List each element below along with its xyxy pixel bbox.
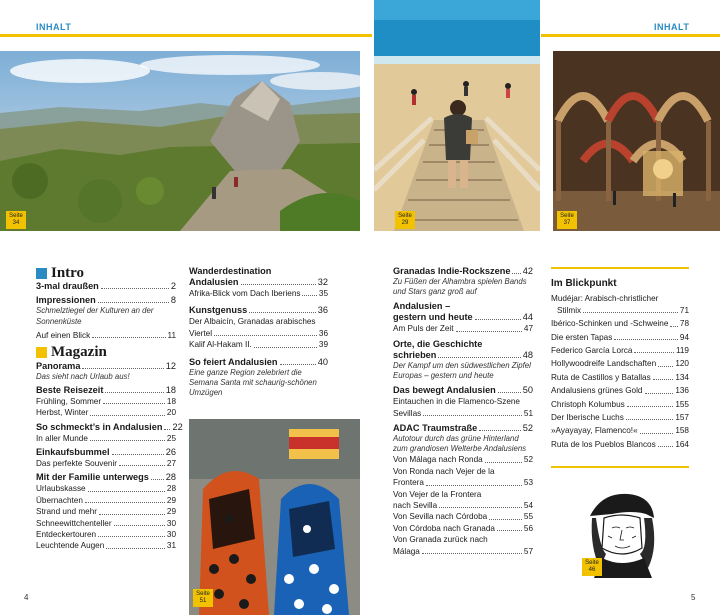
toc-subentry[interactable]: Frühling, Sommer 18 <box>36 396 176 406</box>
toc-subentry[interactable]: Urlaubskasse 28 <box>36 484 176 494</box>
toc-subentry[interactable]: Sevillas 51 <box>393 408 533 418</box>
toc-entry[interactable]: 3-mal draußen 2 <box>36 281 176 292</box>
blickpunkt-bottom-rule <box>551 466 689 468</box>
photo-page-tag: Seite 46 <box>582 558 602 576</box>
toc-subentry[interactable]: Kalif Al-Hakam II. 39 <box>189 340 328 350</box>
toc-subentry[interactable]: Übernachten 29 <box>36 495 176 505</box>
toc-subentry[interactable]: Christoph Kolumbus 155 <box>551 399 689 409</box>
toc-subentry[interactable]: Die ersten Tapas 94 <box>551 332 689 342</box>
toc-subentry[interactable]: Auf einen Blick 11 <box>36 330 176 340</box>
photo-page-tag: Seite 29 <box>395 211 415 229</box>
toc-entry[interactable]: Granadas Indie-Rockszene 42 Zu Füßen der Alhambra spielen Bands und Stars ganz groß auf <box>393 266 533 297</box>
toc-subentry[interactable]: Andalusiens grünes Gold 136 <box>551 386 689 396</box>
toc-subentry[interactable]: Am Puls der Zeit 47 <box>393 324 533 334</box>
section-intro-heading: Intro <box>36 268 176 279</box>
toc-entry[interactable]: Kunstgenuss 36 Der Albaicín, Granadas arabisches Viertel 36 Kalif Al-Hakam II. 39 <box>189 305 328 350</box>
toc-entry[interactable]: ADAC Traumstraße 52 Autotour durch das grüne Hinterland zum grandiosen Welterbe Andalusiens Von Málaga nach Ronda 52 Von Ronda nach Vejer de la Frontera 53 Von Vejer de la Frontera nach Sevilla 54 Von Sevilla nach Córdoba 55 Von Córdoba nach Granada 56 Von Granada zurück nach Málaga 57 <box>393 423 533 556</box>
toc-subentry[interactable]: In aller Munde 25 <box>36 433 176 443</box>
page-number-right: 5 <box>691 593 696 602</box>
toc-entry[interactable]: So schmeckt’s in Andalusien 22 <box>36 421 183 432</box>
toc-column-1 <box>36 265 183 552</box>
toc-subentry[interactable]: Ruta de Castillos y Batallas 134 <box>551 372 689 382</box>
toc-entry[interactable]: Beste Reisezeit 18 <box>36 384 176 395</box>
toc-entry[interactable]: Andalusien – gestern und heute 44 Am Puls der Zeit 47 <box>393 301 533 334</box>
photo-page-tag: Seite 37 <box>557 211 577 229</box>
toc-subentry[interactable]: Von Málaga nach Ronda 52 <box>393 455 533 465</box>
yellow-square-icon <box>36 347 47 358</box>
toc-entry[interactable]: Impressionen 8 Schmelztiegel der Kulturen an der Sonnenküste <box>36 295 176 326</box>
header-right: INHALT <box>654 22 690 32</box>
blickpunkt-top-rule <box>551 267 689 269</box>
toc-subentry[interactable]: Frontera 53 <box>393 478 533 488</box>
columbus-portrait-image <box>582 488 662 578</box>
toc-entry[interactable]: Panorama 12 Das sieht nach Urlaub aus! <box>36 360 176 381</box>
toc-entry[interactable]: Das bewegt Andalusien 50 Eintauchen in die Flamenco-Szene Sevillas 51 <box>393 385 533 418</box>
header-rule-right <box>541 34 720 37</box>
header-left: INHALT <box>36 22 72 32</box>
toc-column-2 <box>189 266 328 401</box>
toc-subentry[interactable]: Málaga 57 <box>393 546 533 556</box>
toc-entry[interactable]: So feiert Andalusien 40 Eine ganze Region zelebriert die Semana Santa mit schaurig-schönen Umzügen <box>189 356 328 398</box>
blue-square-icon <box>36 268 47 279</box>
toc-entry[interactable]: Einkaufsbummel 26 <box>36 447 176 458</box>
toc-entry[interactable]: Mit der Familie unterwegs 28 <box>36 472 176 483</box>
section-magazin-heading: Magazin <box>36 347 176 358</box>
toc-subentry[interactable]: Strand und mehr 29 <box>36 507 176 517</box>
toc-subentry[interactable]: Federico García Lorca 119 <box>551 346 689 356</box>
toc-subentry[interactable]: Ruta de los Pueblos Blancos 164 <box>551 439 689 449</box>
toc-entry[interactable]: Orte, die Geschichte schrieben 48 Der Kampf um den südwestlichen Zipfel Europas – gestern und heute <box>393 338 533 381</box>
toc-entry[interactable]: Wanderdestination Andalusien 32 Afrika-Blick vom Dach Iberiens 35 <box>189 266 328 298</box>
toc-subentry[interactable]: Ibérico-Schinken und -Schweine 78 <box>551 319 689 329</box>
blickpunkt-title: Im Blickpunkt <box>551 278 617 289</box>
toc-subentry[interactable]: Von Córdoba nach Granada 56 <box>393 523 533 533</box>
toc-subentry[interactable]: Von Sevilla nach Córdoba 55 <box>393 512 533 522</box>
photo-page-tag: Seite 51 <box>193 589 213 607</box>
header-rule-left <box>0 34 372 37</box>
toc-subentry[interactable]: Entdeckertouren 30 <box>36 530 176 540</box>
flamenco-shoes-photo <box>189 419 360 615</box>
toc-subentry[interactable]: Stilmix 71 <box>557 305 689 315</box>
toc-subentry[interactable]: Leuchtende Augen 31 <box>36 541 176 551</box>
beach-stairs-photo <box>374 0 540 231</box>
toc-subentry[interactable]: »Ayayayay, Flamenco!« 158 <box>551 426 689 436</box>
toc-subentry[interactable]: nach Sevilla 54 <box>393 501 533 511</box>
toc-subentry[interactable]: Das perfekte Souvenir 27 <box>36 459 176 469</box>
toc-subentry[interactable]: Viertel 36 <box>189 328 328 338</box>
toc-subentry[interactable]: Herbst, Winter 20 <box>36 408 176 418</box>
mezquita-arches-photo <box>553 51 720 231</box>
toc-subentry[interactable]: Hollywoodreife Landschaften 120 <box>551 359 689 369</box>
photo-page-tag: Seite 34 <box>6 211 26 229</box>
toc-subentry[interactable]: Afrika-Blick vom Dach Iberiens 35 <box>189 289 328 298</box>
toc-subentry[interactable]: Der Iberische Luchs 157 <box>551 413 689 423</box>
page-number-left: 4 <box>24 593 29 602</box>
blickpunkt-box: Im Blickpunkt Mudéjar: Arabisch-christlicher Stilmix 71 Ibérico-Schinken und -Schweine 78 Die ersten Tapas 94 Federico García Lorca 119 Hollywoodreife Landschaften 120 Ruta de Castillos y Batallas 134 Andalusiens grünes Gold 136 Christoph Kolumbus 155 Der Iberische Luchs 157 »Ayayayay, Flamenco!« 158 Ruta de los Pueblos Blancos 164 <box>551 278 689 449</box>
mountain-landscape-photo <box>0 51 360 231</box>
toc-subentry[interactable]: Schneewittchenteller 30 <box>36 518 176 528</box>
toc-column-3 <box>393 266 533 560</box>
